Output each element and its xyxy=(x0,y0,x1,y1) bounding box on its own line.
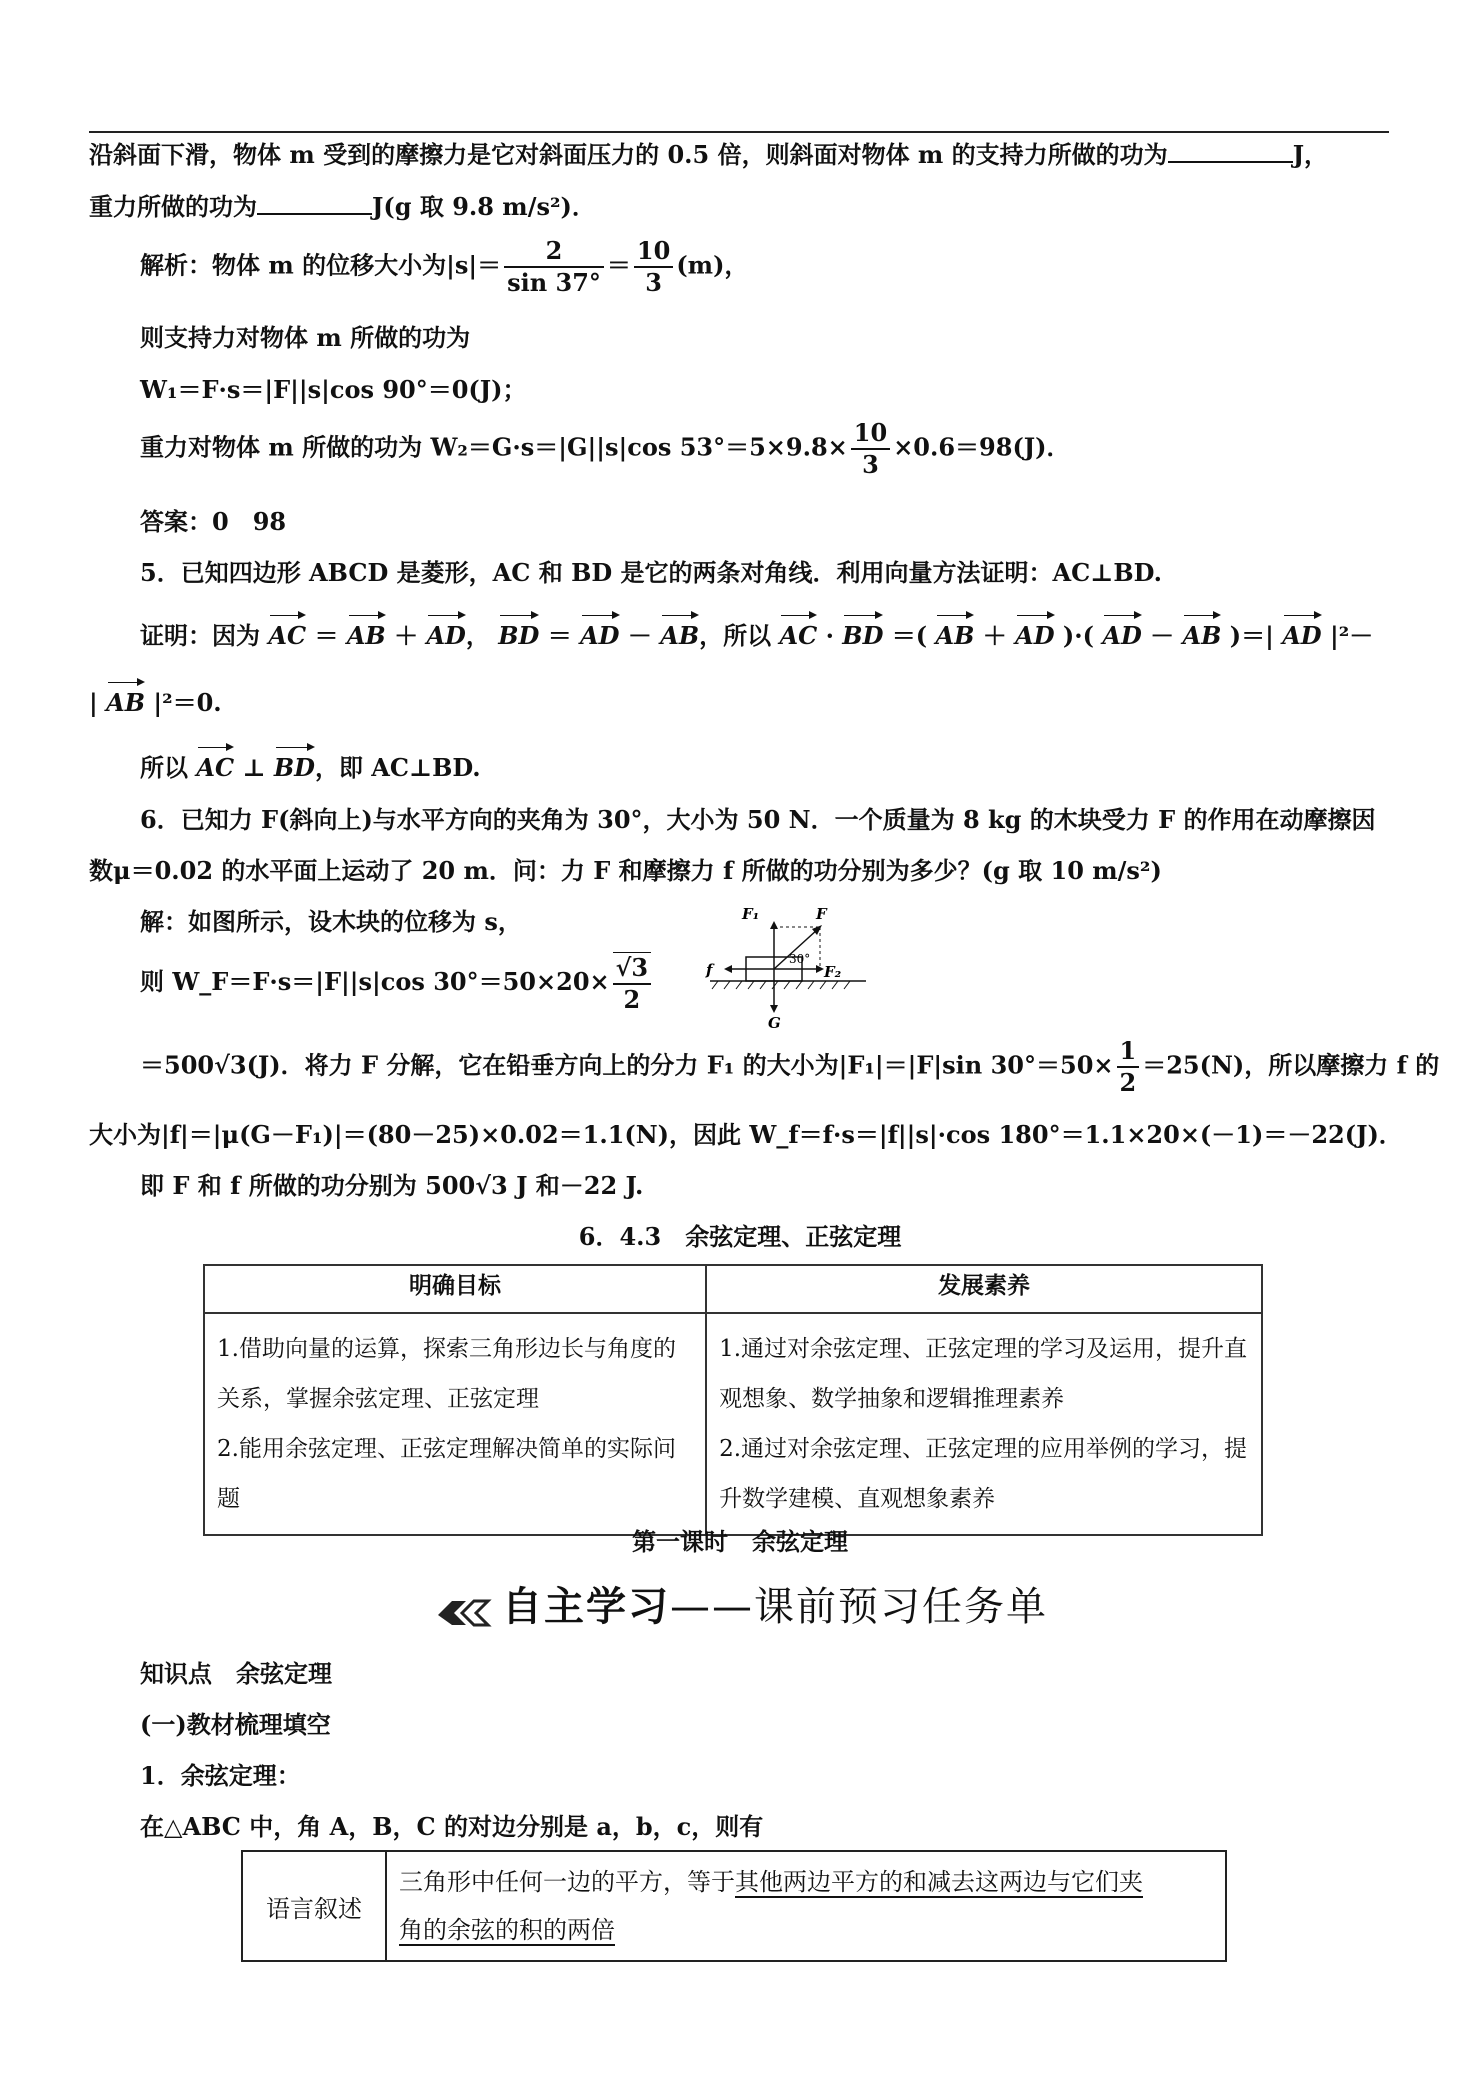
text: ，即 AC⊥BD. xyxy=(314,753,481,782)
analysis-line-3: W₁＝F·s＝|F||s|cos 90°＝0(J)； xyxy=(140,375,527,404)
text: ＝500√3(J)．将力 F 分解，它在铅垂方向上的分力 F₁ 的大小为|F₁|＝|F|sin 30°＝50× xyxy=(140,1050,1114,1080)
denominator: 3 xyxy=(862,450,879,479)
friction-arrowhead xyxy=(724,965,732,973)
vector-ab: AB xyxy=(1182,621,1222,650)
solution-line-2 xyxy=(140,952,654,1015)
law-table xyxy=(241,1850,1227,1962)
label-f: F xyxy=(816,905,827,923)
solution-line-1: 解：如图所示，设木块的位移为 s， xyxy=(140,907,522,936)
denominator: 2 xyxy=(1119,1068,1137,1097)
intro-line: 在△ABC 中，角 A，B，C 的对边分别是 a，b，c，则有 xyxy=(140,1812,764,1841)
numerator: 2 xyxy=(504,236,604,268)
vector-ab: AB xyxy=(935,621,975,650)
vector-ac: AC xyxy=(196,753,235,782)
top-rule xyxy=(89,131,1389,133)
law-label: 语言叙述 xyxy=(242,1851,386,1961)
banner-subtitle: ——课前预习任务单 xyxy=(670,1584,1048,1630)
label-g: G xyxy=(768,1014,781,1030)
numerator: 10 xyxy=(634,236,673,268)
vector-ad: AD xyxy=(1282,621,1322,650)
banner-title: 自主学习 xyxy=(502,1584,670,1630)
problem-5: 5．已知四边形 ABCD 是菱形，AC 和 BD 是它的两条对角线．利用向量方法证明：AC⊥BD. xyxy=(140,558,1162,587)
solution-line-3 xyxy=(140,1036,1439,1098)
vector-ad: AD xyxy=(1102,621,1142,650)
goals-cell-right xyxy=(706,1313,1262,1535)
text: 三角形中任何一边的平方，等于 xyxy=(399,1868,735,1896)
fraction xyxy=(634,236,673,298)
vector-ac: AC xyxy=(779,621,818,650)
text: (m)， xyxy=(676,250,749,280)
goals-table xyxy=(203,1264,1263,1536)
fraction xyxy=(1117,1036,1140,1098)
problem-4-line-2 xyxy=(89,187,596,222)
text: 沿斜面下滑，物体 m 受到的摩擦力是它对斜面压力的 0.5 倍，则斜面对物体 m 的支持力所做的功为 xyxy=(89,140,1168,169)
vector-bd: BD xyxy=(273,753,315,782)
text: 重力所做的功为 xyxy=(89,192,257,221)
vector-ab: AB xyxy=(660,621,700,650)
problem-6-line-1: 6．已知力 F(斜向上)与水平方向的夹角为 30°，大小为 50 N．一个质量为 8 kg 的木块受力 F 的作用在动摩擦因 xyxy=(140,805,1376,834)
vector-bd: BD xyxy=(498,621,540,650)
lesson-title: 第一课时 余弦定理 xyxy=(632,1527,848,1556)
text: 则 W_F＝F·s＝|F||s|cos 30°＝50×20× xyxy=(140,967,610,996)
vector-ad: AD xyxy=(1015,621,1055,650)
solution-line-4: 大小为|f|＝|μ(G－F₁)|＝(80－25)×0.02＝1.1(N)，因此 W_f＝f·s＝|f||s|·cos 180°＝1.1×20×(－1)＝－22(J)． xyxy=(89,1120,1403,1149)
answer-line: 答案：0 98 xyxy=(140,507,287,536)
answer-blank-2 xyxy=(257,191,372,215)
answer-blank-1 xyxy=(1168,139,1293,163)
banner-logo-icon xyxy=(432,1593,492,1635)
subheading: (一)教材梳理填空 xyxy=(140,1710,331,1739)
label-f2: F₂ xyxy=(824,963,842,981)
self-study-banner xyxy=(0,1575,1480,1635)
section-title: 6．4.3 余弦定理、正弦定理 xyxy=(578,1222,902,1251)
proof-line-1: 证明：因为 AC ＝ AB ＋ AD， BD ＝ AD － AB，所以 AC · BD ＝( AB ＋ AD )·( AD － AB )＝| AD |²－ xyxy=(140,621,1374,650)
analysis-line-4 xyxy=(140,418,1071,480)
fraction xyxy=(613,952,651,1015)
knowledge-point: 知识点 余弦定理 xyxy=(140,1659,332,1688)
goal-1: 1.借助向量的运算，探索三角形边长与角度的关系，掌握余弦定理、正弦定理 xyxy=(217,1336,676,1412)
ground-hatching xyxy=(712,981,850,989)
problem-6-line-2: 数μ＝0.02 的水平面上运动了 20 m．问：力 F 和摩擦力 f 所做的功分别为多少？(g 取 10 m/s²) xyxy=(89,856,1162,885)
denominator: 2 xyxy=(623,985,641,1014)
text: ，所以 xyxy=(699,621,772,650)
text: 物体 m 的位移大小为|s|＝ xyxy=(212,250,502,280)
text: 因为 xyxy=(212,621,260,650)
analysis-label: 解析： xyxy=(140,250,212,280)
label-friction: f xyxy=(706,961,713,979)
g-arrowhead xyxy=(770,1005,778,1013)
force-diagram xyxy=(690,905,870,1030)
numerator: 1 xyxy=(1117,1036,1140,1068)
numerator: 10 xyxy=(851,418,890,450)
numerator: √3 xyxy=(613,952,651,985)
text: ＝ xyxy=(606,250,631,280)
vector-ac: AC xyxy=(268,621,307,650)
goals-header-right: 发展素养 xyxy=(706,1265,1262,1313)
vector-ad: AD xyxy=(426,621,466,650)
analysis-line-1 xyxy=(140,236,748,298)
label-angle: 30° xyxy=(789,952,811,966)
proof-line-2: | AB |²＝0. xyxy=(89,688,222,717)
fraction xyxy=(851,418,890,480)
literacy-2: 2.通过对余弦定理、正弦定理的应用举例的学习，提升数学建模、直观想象素养 xyxy=(719,1436,1248,1512)
underlined-text: 其他两边平方的和减去这两边与它们夹 xyxy=(735,1868,1143,1896)
denominator: 3 xyxy=(645,268,662,297)
label-f1: F₁ xyxy=(742,905,760,923)
text: ×0.6＝98(J)． xyxy=(893,432,1071,462)
literacy-1: 1.通过对余弦定理、正弦定理的学习及运用，提升直观想象、数学抽象和逻辑推理素养 xyxy=(719,1336,1248,1412)
goals-header-left: 明确目标 xyxy=(204,1265,706,1313)
problem-4-line-1 xyxy=(89,135,1328,170)
underlined-text: 角的余弦的积的两倍 xyxy=(399,1916,615,1944)
vector-ad: AD xyxy=(580,621,620,650)
f1-arrowhead xyxy=(770,921,778,929)
denominator: sin 37° xyxy=(507,268,601,297)
vector-ab: AB xyxy=(106,688,145,717)
fraction xyxy=(504,236,604,298)
text: 重力对物体 m 所做的功为 W₂＝G·s＝|G||s|cos 53°＝5×9.8× xyxy=(140,432,848,462)
text: J(g 取 9.8 m/s²)． xyxy=(372,192,596,221)
text: ＝25(N)，所以摩擦力 f 的 xyxy=(1142,1050,1440,1080)
goals-cell-left xyxy=(204,1313,706,1535)
text: 所以 xyxy=(140,753,188,782)
goal-2: 2.能用余弦定理、正弦定理解决简单的实际问题 xyxy=(217,1436,676,1512)
vector-bd: BD xyxy=(842,621,884,650)
text: J， xyxy=(1292,140,1329,169)
proof-label: 证明： xyxy=(140,621,212,650)
law-text xyxy=(386,1851,1226,1961)
proof-line-3: 所以 AC ⊥ BD，即 AC⊥BD. xyxy=(140,753,481,782)
vector-ab: AB xyxy=(346,621,386,650)
item-1: 1．余弦定理： xyxy=(140,1761,301,1790)
analysis-line-2: 则支持力对物体 m 所做的功为 xyxy=(140,323,471,352)
solution-line-5: 即 F 和 f 所做的功分别为 500√3 J 和－22 J. xyxy=(140,1171,644,1200)
